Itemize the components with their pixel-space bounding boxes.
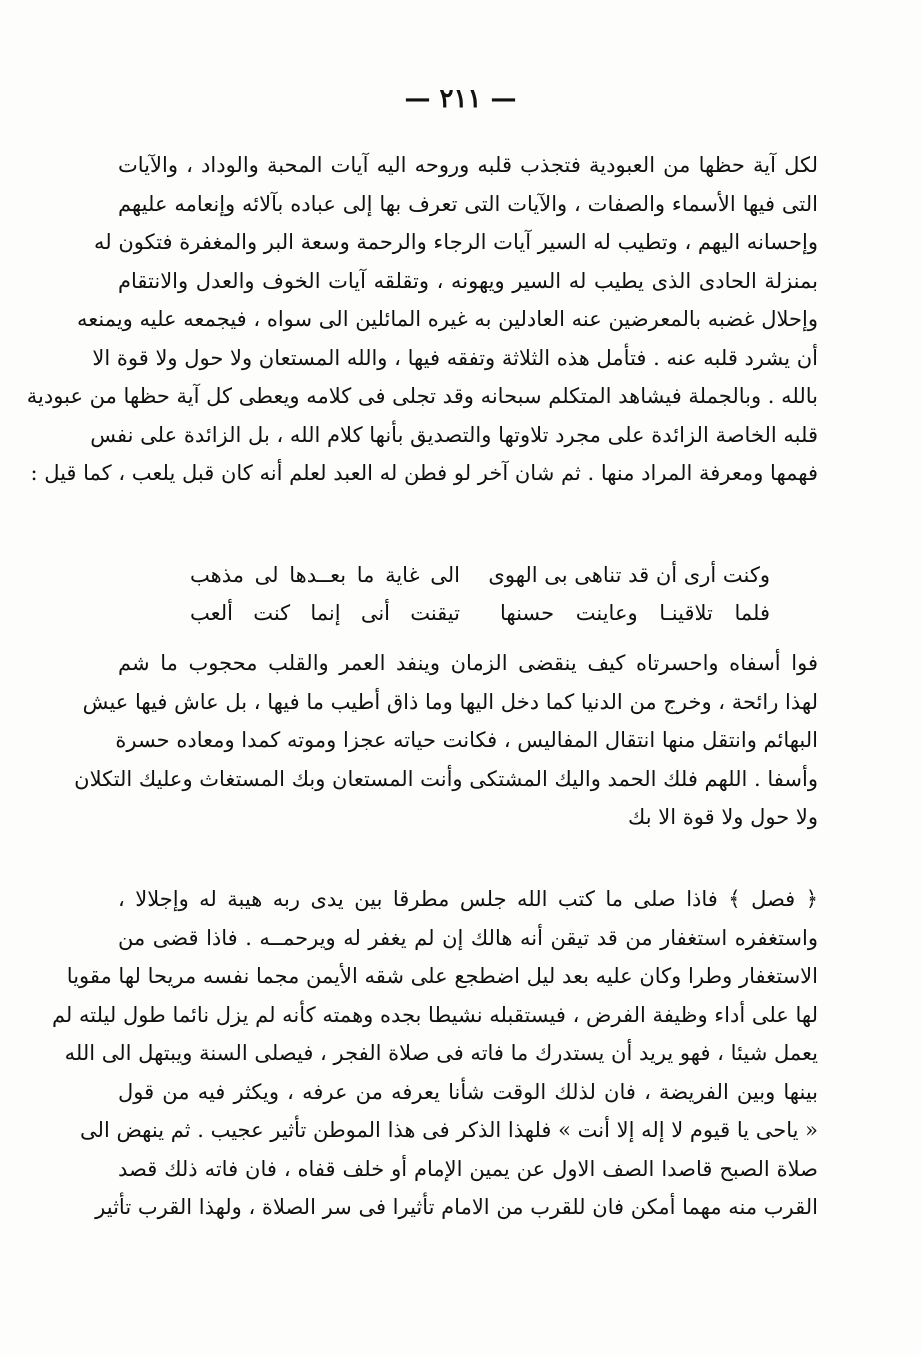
text-line: لها على أداء وظيفة الفرض ، فيستقبله نشيطا بجده وهمته كأنه لم يزل نائما طول ليلته لم bbox=[51, 1002, 818, 1027]
paragraph-1 bbox=[26, 146, 818, 493]
text-line: « ياحى يا قيوم لا إله إلا أنت » فلهذا الذكر فى هذا الموطن تأثير عجيب . ثم ينهض الى bbox=[80, 1118, 818, 1142]
poem-first-hemistich: وكنت أرى أن قد تناهى بى الهوى bbox=[488, 563, 770, 587]
text-line: الاستغفار وطرا وكان عليه بعد ليل اضطجع على شقه الأيمن مجما نفسه مريحا لها مقويا bbox=[66, 964, 818, 988]
text-line: لكل آية حظها من العبودية فتجذب قلبه وروحه اليه آيات المحبة والوداد ، والآيات bbox=[118, 153, 818, 177]
text-line: فهمها ومعرفة المراد منها . ثم شان آخر لو فطن له العبد لعلم أنه كان قبل يلعب ، كما قيل : bbox=[30, 461, 818, 485]
text-line: البهائم وانتقل منها انتقال المفاليس ، فكانت حياته عجزا وموته كمدا ومعاده حسرة bbox=[115, 728, 818, 752]
poem-second-hemistich: الى غاية ما بعــدها لى مذهب bbox=[190, 563, 460, 587]
text-line: أن يشرد قلبه عنه . فتأمل هذه الثلاثة وتفقه فيها ، والله المستعان ولا حول ولا قوة الا bbox=[92, 345, 818, 370]
text-line: القرب منه مهما أمكن فان للقرب من الامام تأثيرا فى سر الصلاة ، ولهذا القرب تأثير bbox=[95, 1195, 818, 1219]
text-line: يعمل شيئا ، فهو يريد أن يستدرك ما فاته فى صلاة الفجر ، فيصلى السنة ويبتهل الى الله bbox=[64, 1041, 818, 1065]
text-line: لهذا رائحة ، وخرج من الدنيا كما دخل اليها وما ذاق أطيب ما فيها ، بل عاش فيها عيش bbox=[82, 689, 818, 714]
text-line: بمنزلة الحادى الذى يطيب له السير ويهونه ، وتقلقه آيات الخوف والعدل والانتقام bbox=[118, 268, 818, 293]
text-line: ﴿ فصل ﴾ فاذا صلى ما كتب الله جلس مطرقا بين يدى ربه هيبة له وإجلالا ، bbox=[118, 887, 818, 911]
text-line: وإحسانه اليهم ، وتطيب له السير آيات الرجاء والرحمة وسعة البر والمغفرة فتكون له bbox=[94, 230, 818, 254]
poem-verse bbox=[190, 594, 770, 632]
poem-first-hemistich: فلما تلاقينـا وعاينت حسنها bbox=[500, 601, 770, 625]
paragraph-3 bbox=[51, 880, 818, 1227]
text-line: فوا أسفاه واحسرتاه كيف ينقضى الزمان وينفد العمر والقلب محجوب ما شم bbox=[118, 651, 818, 675]
page-number: — ٢١١ — bbox=[404, 84, 517, 114]
text-line: بالله . وبالجملة فيشاهد المتكلم سبحانه وقد تجلى فى كلامه ويعطى كل آية حظها من عبودية bbox=[26, 384, 818, 408]
poem bbox=[190, 556, 770, 632]
text-line: بينها وبين الفريضة ، فان لذلك الوقت شأنا يعرفه من عرفه ، ويكثر فيه من قول bbox=[118, 1079, 818, 1104]
text-line: واستغفره استغفار من قد تيقن أنه هالك إن لم يغفر له ويرحمــه . فاذا قضى من bbox=[118, 925, 818, 950]
text-line: وأسفا . اللهم فلك الحمد واليك المشتكى وأنت المستعان وبك المستغاث وعليك التكلان bbox=[74, 766, 818, 791]
text-line: ولا حول ولا قوة الا بك bbox=[628, 805, 818, 829]
paragraph-2 bbox=[74, 644, 818, 837]
text-line: وإحلال غضبه بالمعرضين عنه العادلين به غيره المائلين الى سواه ، فيجمعه عليه ويمنعه bbox=[76, 307, 818, 331]
poem-verse bbox=[190, 556, 770, 594]
poem-second-hemistich: تيقنت أنى إنما كنت ألعب bbox=[190, 601, 460, 625]
text-line: قلبه الخاصة الزائدة على مجرد تلاوتها والتصديق بأنها كلام الله ، بل الزائدة على نفس bbox=[90, 422, 818, 447]
text-line: التى فيها الأسماء والصفات ، والآيات التى تعرف بها إلى عباده بآلائه وإنعامه عليهم bbox=[118, 191, 818, 216]
text-line: صلاة الصبح قاصدا الصف الاول عن يمين الإمام أو خلف قفاه ، فان فاته ذلك قصد bbox=[118, 1156, 818, 1181]
